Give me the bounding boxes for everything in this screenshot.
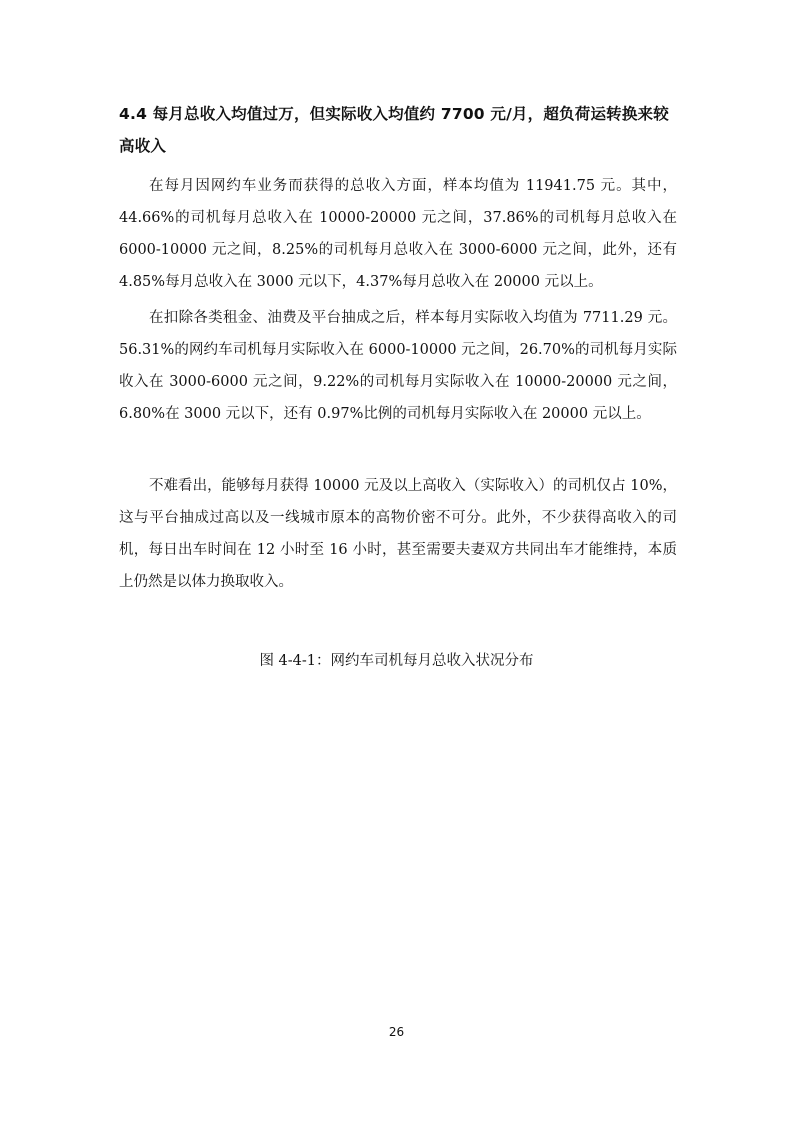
figure-caption: 图 4-4-1：网约车司机每月总收入状况分布 xyxy=(259,653,534,669)
section-heading: 4.4 每月总收入均值过万，但实际收入均值约 7700 元/月，超负荷运转换来较高收入 xyxy=(119,105,669,155)
paragraph-analysis: 不难看出，能够每月获得 10000 元及以上高收入（实际收入）的司机仅占 10%，这与平台抽成过高以及一线城市原本的高物价密不可分。此外，不少获得高收入的司机，每日出车时间在 12 小时至 16 小时，甚至需要夫妻双方共同出车才能维持，本质上仍然是以体力换取收入。 xyxy=(119,478,677,590)
paragraph-total-income: 在每月因网约车业务而获得的总收入方面，样本均值为 11941.75 元。其中，44.66%的司机每月总收入在 10000-20000 元之间，37.86%的司机每月总收入在 6000-10000 元之间，8.25%的司机每月总收入在 3000-6000 元之间，此外，还有 4.85%每月总收入在 3000 元以下，4.37%每月总收入在 20000 元以上。 xyxy=(119,178,677,290)
page-number: 26 xyxy=(388,1025,405,1039)
paragraph-actual-income: 在扣除各类租金、油费及平台抽成之后，样本每月实际收入均值为 7711.29 元。56.31%的网约车司机每月实际收入在 6000-10000 元之间，26.70%的司机每月实际收入在 3000-6000 元之间，9.22%的司机每月实际收入在 10000-20000 元之间，6.80%在 3000 元以下，还有 0.97%比例的司机每月实际收入在 20000 元以上。 xyxy=(119,310,677,422)
